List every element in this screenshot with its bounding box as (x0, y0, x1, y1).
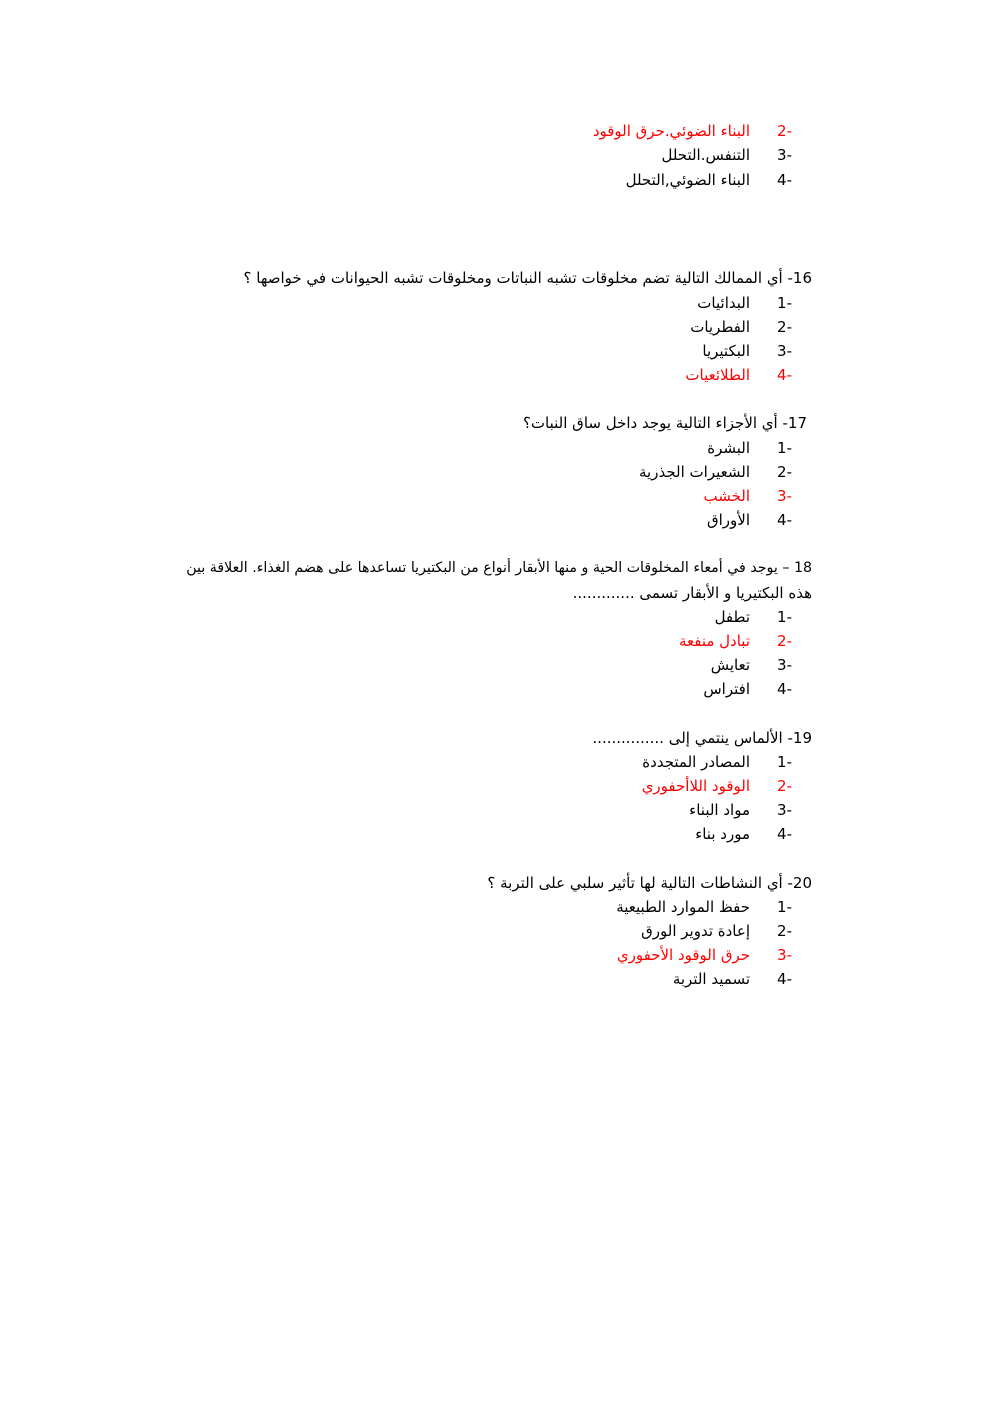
option-number: -3 (777, 946, 792, 964)
option-text: الفطريات (690, 318, 750, 336)
q18-option-1 (0, 605, 992, 629)
option-text: الطلائعيات (685, 366, 750, 384)
q16-option-2 (0, 315, 992, 339)
option-text: المصادر المتجددة (642, 753, 750, 771)
option-text: حرق الوقود الأحفوري (616, 946, 750, 964)
question-17: 17- أي الأجزاء التالية يوجد داخل ساق النبات؟ (522, 414, 807, 432)
option-number: -3 (777, 656, 792, 674)
q20-option-4 (0, 967, 992, 991)
option-text: الشعيرات الجذرية (639, 463, 750, 481)
q16-option-1 (0, 291, 992, 315)
q19-option-2 (0, 774, 992, 798)
option-number: -4 (777, 171, 792, 189)
q17-option-1 (0, 436, 992, 460)
option-text: حفظ الموارد الطبيعية (616, 898, 750, 916)
option-number: -1 (777, 439, 792, 457)
option-number: -3 (777, 487, 792, 505)
option-text: البناء الضوئي.حرق الوقود (592, 122, 750, 140)
prev-option-3 (0, 143, 992, 167)
option-number: -4 (777, 970, 792, 988)
option-text: الأوراق (706, 511, 750, 529)
option-text: البكتيريا (702, 342, 750, 360)
option-text: إعادة تدوير الورق (641, 922, 750, 940)
option-number: -2 (777, 318, 792, 336)
option-number: -2 (777, 463, 792, 481)
question-16: 16- أي الممالك التالية تضم مخلوقات تشبه النباتات ومخلوقات تشبه الحيوانات في خواصها ؟ (243, 269, 812, 287)
prev-option-4 (0, 168, 992, 192)
q19-option-3 (0, 798, 992, 822)
option-number: -4 (777, 825, 792, 843)
option-number: -2 (777, 632, 792, 650)
option-text: تطفل (714, 608, 750, 626)
option-text: البناء الضوئي,التحلل (625, 171, 750, 189)
option-number: -2 (777, 122, 792, 140)
option-number: -4 (777, 366, 792, 384)
question-18-line-2: هذه البكتيريا و الأبقار تسمى ............. (572, 584, 812, 602)
option-text: التنفس.التحلل (661, 146, 750, 164)
q19-option-1 (0, 750, 992, 774)
option-number: -2 (777, 922, 792, 940)
q17-option-2 (0, 460, 992, 484)
option-text: تعايش (710, 656, 750, 674)
option-text: الوقود اللاأحفوري (641, 777, 750, 795)
q17-option-4 (0, 508, 992, 532)
q17-option-3 (0, 484, 992, 508)
option-text: البدائيات (697, 294, 750, 312)
option-text: مورد بناء (695, 825, 750, 843)
q16-option-4 (0, 363, 992, 387)
option-number: -1 (777, 294, 792, 312)
q20-option-1 (0, 895, 992, 919)
option-number: -3 (777, 342, 792, 360)
option-number: -1 (777, 608, 792, 626)
question-18-line-1: 18 – يوجد في أمعاء المخلوقات الحية و منها الأبقار أنواع من البكتيريا تساعدها على هضم الغذاء. العلاقة بين (186, 560, 812, 576)
option-text: البشرة (707, 439, 750, 457)
option-number: -3 (777, 146, 792, 164)
prev-option-2 (0, 119, 992, 143)
option-text: مواد البناء (689, 801, 750, 819)
option-number: -3 (777, 801, 792, 819)
option-number: -4 (777, 511, 792, 529)
option-number: -1 (777, 753, 792, 771)
option-text: تبادل منفعة (678, 632, 750, 650)
option-number: -2 (777, 777, 792, 795)
q19-option-4 (0, 822, 992, 846)
q18-option-2 (0, 629, 992, 653)
q18-option-4 (0, 677, 992, 701)
option-text: افتراس (703, 680, 750, 698)
option-number: -1 (777, 898, 792, 916)
q20-option-3 (0, 943, 992, 967)
question-20: 20- أي النشاطات التالية لها تأثير سلبي على التربة ؟ (487, 874, 812, 892)
question-19: 19- الألماس ينتمي إلى ............... (592, 729, 812, 747)
q18-option-3 (0, 653, 992, 677)
option-text: تسميد التربة (672, 970, 750, 988)
option-number: -4 (777, 680, 792, 698)
option-text: الخشب (703, 487, 750, 505)
q20-option-2 (0, 919, 992, 943)
q16-option-3 (0, 339, 992, 363)
